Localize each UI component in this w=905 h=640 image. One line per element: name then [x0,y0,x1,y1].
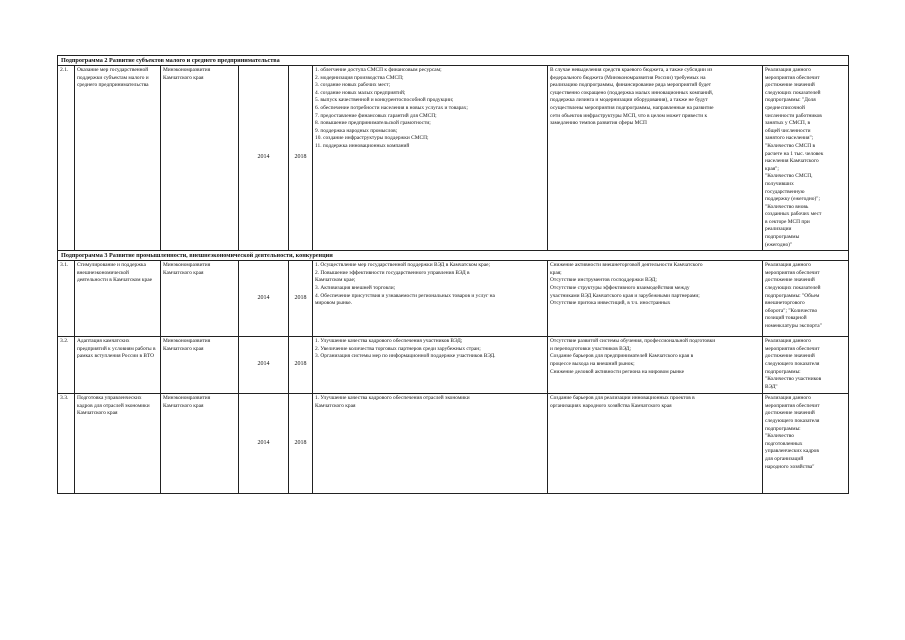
consequence-line: осуществлены мероприятия подпрограммы, направленные на развитие [550,104,714,111]
indicator-line: Реализация данного [765,395,811,402]
activity-name [75,394,161,494]
indicators-link [763,261,849,337]
indicator-line: подпрограммы: [765,425,801,432]
start-year: 2014 [239,394,289,494]
indicator-line: реализации [765,226,792,233]
indicator-line: подготовленных [765,440,803,447]
consequence-line: замедлению темпов развития сферы МСП [550,120,647,127]
responsible-executor [161,66,239,251]
row-number: 3.3. [58,394,75,494]
section-heading-row [58,56,849,66]
indicator-line: "Количество СМСП, [765,173,813,180]
result-line: 3. создание новых рабочих мест; [315,82,391,89]
indicator-line: в секторе МСП при [765,218,810,225]
indicator-line: следующего показателя [765,361,820,368]
activity-name [75,337,161,394]
result-line: Камчатского края [315,402,356,409]
indicator-line: подпрограммы: [765,368,801,375]
consequence-line: Отсутствие развитой системы обучения, профессиональной подготовки [550,338,716,345]
row-number: 3.2. [58,337,75,394]
non-implementation-consequences [548,261,763,337]
result-line: 7. предоставление финансовых гарантий для СМСП; [315,112,437,119]
result-line: мировом рынке. [315,300,352,307]
result-line: 6. обеспечение потребности населения в новых услугах и товарах; [315,104,468,111]
non-implementation-consequences [548,394,763,494]
indicator-line: позиций товарной [765,315,807,322]
indicator-line: численности работников [765,112,822,119]
expected-results [313,394,548,494]
section-heading: Подпрограмма 2 Развитие субъектов малого и среднего предпринимательства [58,56,849,66]
result-line: 1. Улучшение качества кадрового обеспечения участников ВЭД; [315,338,463,345]
executor-text: Минэкономразвития Камчатского края [163,338,211,352]
indicator-line: поддержку (ежегодно)"; [765,196,820,203]
end-year: 2018 [289,337,313,394]
responsible-executor [161,261,239,337]
result-line: Камчатском крае; [315,277,356,284]
executor-text: Минэкономразвития Камчатского края [163,262,211,276]
non-implementation-consequences [548,66,763,251]
activity-name-text: Подготовка управленческих кадров для отраслей экономики Камчатского края [77,395,150,417]
consequence-line: сети объектов инфраструктуры МСП, что в целом может привести к [550,112,708,119]
consequence-line: Создание барьеров для реализации инновационных проектов в [550,395,695,402]
activity-name-text: Оказание мер государственной поддержки субъектам малого и среднего предпринимательства [77,67,149,89]
activity-name-text: Стимулирование и поддержка внешнеэкономической деятельности в Камчатском крае [77,262,153,284]
result-line: 1. облегчение доступа СМСП к финансовым ресурсам; [315,67,442,73]
consequence-line: федерального бюджета (Минэкономразвития России) требуемых на [550,74,706,81]
responsible-executor [161,394,239,494]
expected-results [313,337,548,394]
indicator-line: управленческих кадров [765,448,819,455]
consequence-line: участниками ВЭД Камчатского края и зарубежными партнерами; [550,292,700,299]
indicator-line: подпрограммы [765,234,800,241]
table-row [58,337,849,394]
executor-text: Минэкономразвития Камчатского края [163,67,211,81]
indicator-line: достижение значений [765,410,815,417]
consequence-line: Снижение активности внешнеторговой деятельности Камчатского [550,262,703,269]
indicator-line: внешнеторгового [765,300,805,307]
start-year: 2014 [239,66,289,251]
table-row [58,261,849,337]
end-year: 2018 [289,394,313,494]
result-line: 5. выпуск качественной и конкурентоспособной продукции; [315,97,454,104]
result-line: 1. Улучшение качества кадрового обеспечения отраслей экономики [315,395,470,402]
result-line: 2. Увеличение количества торговых партнеров среди зарубежных стран; [315,345,481,352]
indicator-line: получивших [765,180,794,187]
consequence-line: края; [550,269,562,276]
end-year: 2018 [289,66,313,251]
indicator-line: общей численности [765,127,811,134]
indicator-line: Реализация данного [765,338,811,345]
result-line: 3. Организация системы мер по информационной поддержке участников ВЭД. [315,353,496,360]
consequence-line: реализацию подпрограммы, финансирование ряда мероприятий будет [550,82,711,89]
consequence-line: организациях народного хозяйства Камчатского края [550,402,672,409]
indicator-line: среднесписочной [765,104,805,111]
program-activities-table [57,55,849,494]
indicator-line: подпрограммы: "Объем [765,292,820,299]
consequence-line: Отсутствие структуры эффективного взаимодействия между [550,285,690,292]
consequence-line: существенно сокращено (поддержка малых инновационных компаний, [550,89,714,96]
indicator-line: для организаций [765,456,804,462]
non-implementation-consequences [548,337,763,394]
indicator-line: "Количество [765,433,794,440]
indicator-line: народного хозяйства" [765,463,815,470]
indicator-line: расчете на 1 тыс. человек [765,150,824,157]
row-number: 2.1. [58,66,75,251]
start-year: 2014 [239,337,289,394]
indicators-link [763,66,849,251]
indicators-link [763,337,849,394]
indicator-line: населения Камчатского [765,158,819,165]
indicators-link [763,394,849,494]
consequence-line: и переподготовки участников ВЭД; [550,345,631,352]
executor-text: Минэкономразвития Камчатского края [163,395,211,409]
consequence-line: Отсутствие притока инвестиций, в т.ч. иностранных [550,300,671,307]
indicator-line: Реализация данного [765,262,811,269]
result-line: 11. поддержка инновационных компаний [315,142,410,149]
indicator-line: занятых у СМСП, в [765,120,811,127]
indicator-line: следующего показателя [765,418,820,425]
result-line: 8. повышение предпринимательской грамотности; [315,120,431,127]
indicator-line: оборота"; "Количество [765,307,818,314]
indicator-line: достижение значений [765,353,815,360]
indicator-line: государственную [765,188,805,195]
responsible-executor [161,337,239,394]
indicator-line: "Количество вновь [765,203,809,210]
result-line: 10. создание инфраструктуры поддержки СМСП; [315,135,429,142]
indicator-line: Реализация данного [765,67,811,73]
indicator-line: "Количество участников [765,376,822,383]
indicator-line: ВЭД" [765,383,778,390]
indicator-line: края"; [765,165,779,172]
result-line: 4. создание новых малых предприятий; [315,89,406,96]
indicator-line: созданных рабочих мест [765,211,822,218]
indicator-line: мероприятия обеспечит [765,74,820,81]
table-body [58,56,849,494]
result-line: 4. Обеспечение присутствия и узнаваемости региональных товаров и услуг на [315,292,495,299]
activity-name [75,261,161,337]
indicator-line: подпрограммы: "Доля [765,97,816,104]
result-line: 9. поддержка народных промыслов; [315,127,398,134]
indicator-line: мероприятия обеспечит [765,402,820,409]
consequence-line: процессе выхода на внешний рынок; [550,361,635,368]
result-line: 1. Осуществление мер государственной поддержки ВЭД в Камчатском крае; [315,262,490,269]
result-line: 2. модернизация производства СМСП; [315,74,404,81]
consequence-line: Создание барьеров для предпринимателей Камчатского края в [550,353,694,360]
activity-name [75,66,161,251]
row-number: 3.1. [58,261,75,337]
section-heading-row [58,251,849,261]
indicator-line: номенклатуры экспорта" [765,323,822,329]
indicator-line: достижение значений [765,82,815,89]
consequence-line: Снижение деловой активности региона на мировом рынке [550,368,685,375]
expected-results [313,261,548,337]
indicator-line: мероприятия обеспечит [765,345,820,352]
consequence-line: В случае невыделения средств краевого бюджета, а также субсидии из [550,67,713,73]
table-row [58,394,849,494]
result-line: 2. Повышение эффективности государственного управления ВЭД в [315,269,470,276]
start-year: 2014 [239,261,289,337]
indicator-line: занятого населения"; [765,135,814,142]
activity-name-text: Адаптация камчатских предприятий к условиям работы в рамках вступления России в ВТО [77,338,156,360]
expected-results [313,66,548,251]
indicator-line: следующих показателей [765,89,821,96]
indicator-line: (ежегодно)" [765,241,793,248]
consequence-line: поддержка лизинга и модернизации оборудования), а также не будут [550,97,708,104]
indicator-line: мероприятия обеспечит [765,269,820,276]
end-year: 2018 [289,261,313,337]
document-page [57,55,848,494]
indicator-line: следующих показателей [765,285,821,292]
section-heading: Подпрограмма 3 Развитие промышленности, внешнеэкономической деятельности, конкуренции [58,251,849,261]
indicator-line: "Количество СМСП в [765,142,816,149]
table-row [58,66,849,251]
result-line: 3. Активизация внешней торговли; [315,285,396,292]
consequence-line: Отсутствие инструментов господдержки ВЭД; [550,277,657,284]
indicator-line: достижение значений [765,277,815,284]
